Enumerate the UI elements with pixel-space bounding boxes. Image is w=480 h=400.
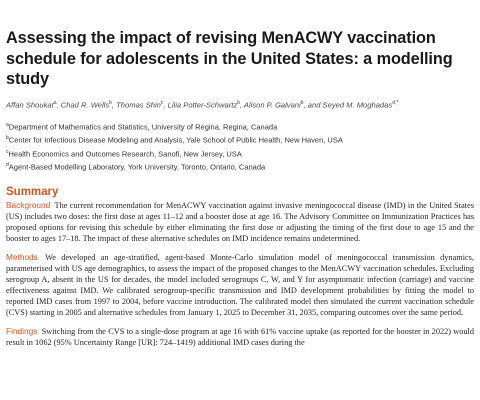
author-name[interactable]: and Seyed M. Moghadas [307,100,393,110]
author-name[interactable]: Affan Shoukat [6,100,54,110]
article-title: Assessing the impact of revising MenACWY vaccination schedule for adolescents in the United States: a modelling study [6,29,453,88]
background-label: Background [6,200,51,211]
affiliation [6,120,474,133]
author-list: Affan Shoukat$^a$, Chad R. Wells$^b$, Thomas Shin$^c$, Lilia Potter-Schwartz$^b$, Alison P. Galvani$^b$, and Seyed M. Moghadas$^{d,*}$ [6,99,399,110]
author-name[interactable]: Thomas Shin [116,100,161,110]
affiliation [6,133,474,146]
findings-text: Switching from the CVS to a single-dose program at age 16 with 61% vaccine uptake (as reported for the booster in 2022) would result in 1062 (95% Uncertainty Range [UR]: 724–1419) additional IMD cases during the [6,327,474,348]
affiliation-mark: c [6,148,9,155]
author-name[interactable]: Lilia Potter-Schwartz [167,100,238,110]
summary-heading: Summary [6,186,59,199]
author-name[interactable]: Chad R. Wells [60,100,110,110]
author-name[interactable]: Alison P. Galvani [243,100,301,110]
affiliation-text: Health Economics and Outcomes Research, Sanofi, New Jersey, USA [8,149,242,159]
author-affiliation-mark: b [237,99,240,106]
affiliation-text: Department of Mathematics and Statistics, University of Regina, Regina, Canada [8,122,278,132]
affiliation [6,160,474,173]
methods-text: We developed an age-stratified, agent-based Monte-Carlo simulation model of meningococcal transmission dynamics, parameterised with US age demographics, to assess the impact of the proposed changes to the MenACWY vaccination schedules. Excluding serogroup A, absent in the US for decades, the model included serogroups C, W, and Y for asymptomatic infection (carriage) and vaccine effectiveness against IMD. We calibrated serogroup-specific transmission and IMD development probabilities by fitting the model to reported IMD cases from 1997 to 2004, before vaccine introduction. The calibrated model then simulated the current vaccination schedule (CVS) starting in 2005 and alternative schedules from January 1, 2025 to December 31, 2035, comparing outcomes over the same period. [6,253,474,318]
background-section [6,200,474,244]
methods-section [6,252,474,318]
affiliation-text: Center for Infectious Disease Modeling and Analysis, Yale School of Public Health, New Haven, USA [8,135,343,145]
findings-section [6,326,474,348]
methods-label: Methods [6,252,38,263]
background-text: The current recommendation for MenACWY vaccination against invasive meningococcal disease (IMD) in the United States (US) includes two doses: the first dose at ages 11–12 and a booster dose at age 16. The Advisory Committee on Immunization Practices has proposed options for revising this schedule by either eliminating the first dose or adjusting the timing of the first dose to age 15 and the booster to ages 17–18. The impact of these alternative schedules on IMD incidence remains undetermined. [6,201,474,244]
affiliation-list [6,120,474,173]
affiliation-mark: b [6,135,9,142]
affiliation-mark: d [6,161,9,168]
author-affiliation-mark: d,* [392,99,399,106]
author-affiliation-mark: c [160,99,164,106]
findings-label: Findings [6,326,38,337]
author-affiliation-mark: b [109,99,112,106]
affiliation-text: Agent-Based Modelling Laboratory, York University, Toronto, Ontario, Canada [8,162,266,172]
affiliation [6,147,474,160]
author-affiliation-mark: b [300,99,304,106]
affiliation-mark: a [6,122,9,129]
author-affiliation-mark: a [53,99,57,106]
